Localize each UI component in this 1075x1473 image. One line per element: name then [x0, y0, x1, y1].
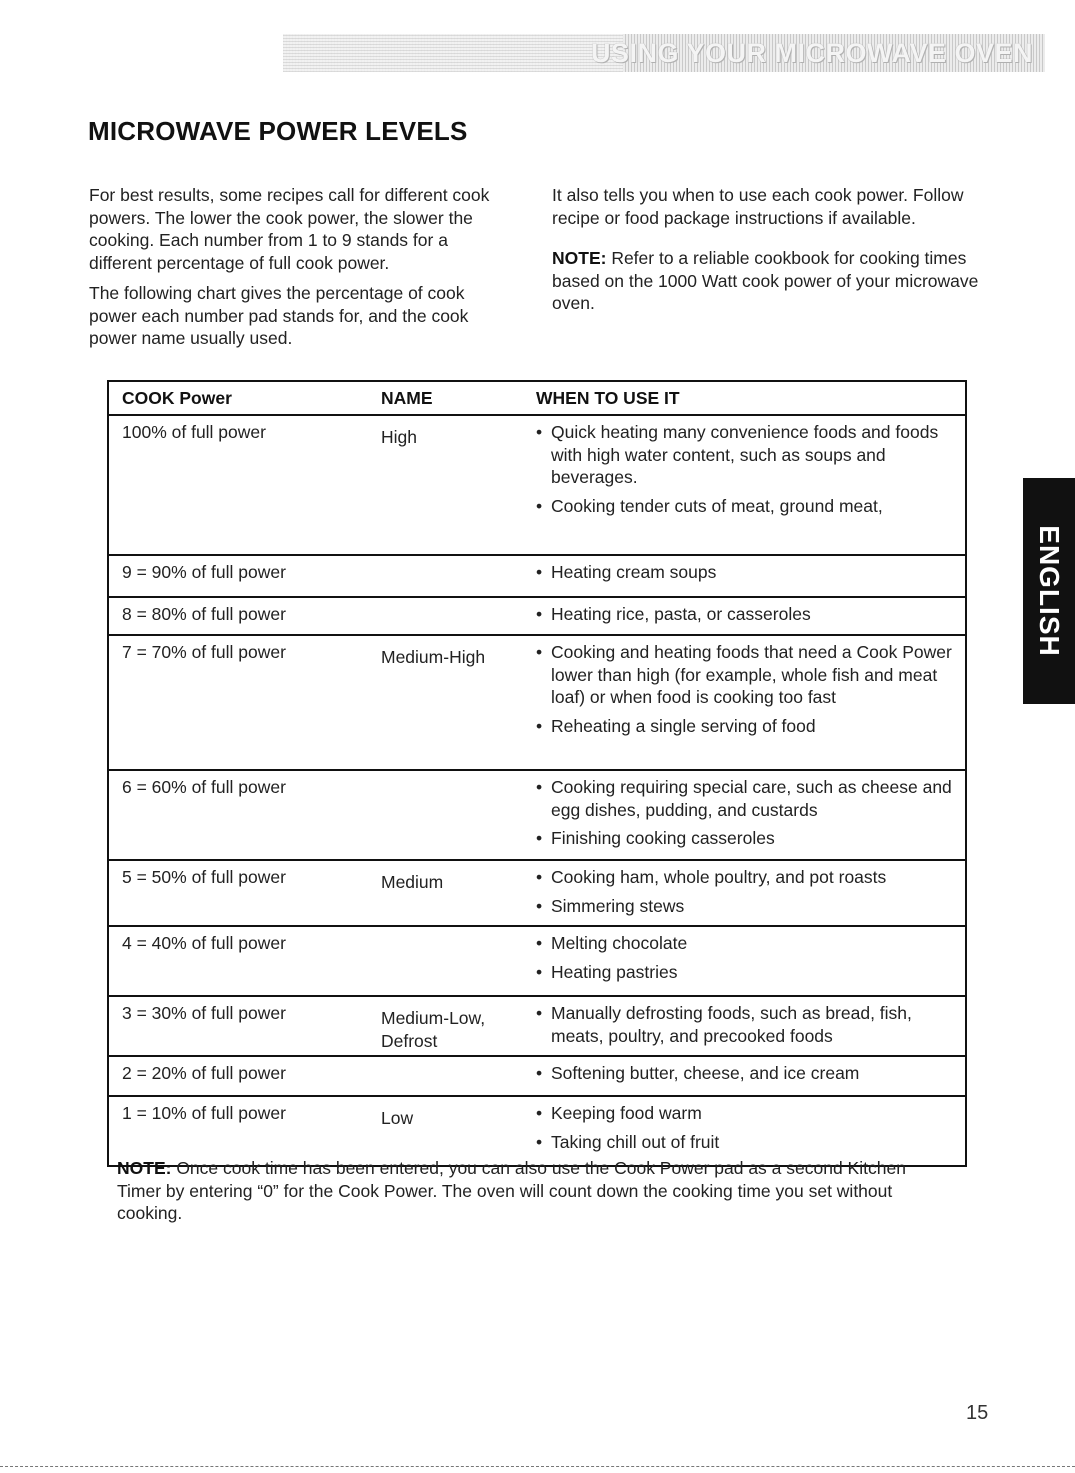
table-row [109, 925, 965, 995]
when-to-use-cell [536, 416, 956, 554]
usage-bullet: • Keeping food warm [536, 1102, 956, 1125]
power-name-cell: Medium-High [381, 647, 486, 667]
note-label: NOTE: [117, 1158, 172, 1178]
table-row [109, 596, 965, 634]
note-label: NOTE: [552, 248, 607, 268]
power-name-cell [381, 927, 536, 995]
language-tab [1023, 478, 1075, 704]
power-name-cell [381, 771, 536, 859]
header-cook-power: COOK Power [122, 388, 232, 408]
usage-bullet: • Heating cream soups [536, 561, 956, 584]
page-number: 15 [966, 1402, 989, 1424]
table-row [109, 995, 965, 1055]
power-name-cell: Low [381, 1108, 414, 1128]
table-row [109, 859, 965, 925]
power-name-cell: Medium [381, 872, 444, 892]
usage-bullet: • Cooking requiring special care, such as cheese and egg dishes, pudding, and custards [536, 776, 956, 821]
usage-bullet: • Cooking tender cuts of meat, ground meat, [536, 495, 956, 518]
usage-bullet: • Reheating a single serving of food [536, 715, 956, 738]
usage-bullet: • Finishing cooking casseroles [536, 827, 956, 850]
section-header-band [283, 34, 1045, 72]
cook-power-cell: 100% of full power [122, 422, 266, 442]
cook-power-cell: 1 = 10% of full power [122, 1103, 286, 1123]
when-to-use-cell [536, 636, 956, 769]
bottom-rule [0, 1466, 1075, 1467]
power-name-cell [381, 556, 536, 596]
usage-bullet: • Simmering stews [536, 895, 956, 918]
when-to-use-cell [536, 1097, 956, 1165]
page-title: MICROWAVE POWER LEVELS [88, 116, 468, 146]
cook-power-cell: 3 = 30% of full power [122, 1003, 286, 1023]
intro-note [552, 247, 1002, 315]
when-to-use-cell [536, 556, 956, 596]
when-to-use-cell [536, 927, 956, 995]
cook-power-cell: 2 = 20% of full power [122, 1063, 286, 1083]
note-text: Once cook time has been entered, you can also use the Cook Power pad as a second Kitchen Timer by entering “0” for the Cook Power. The oven will count down the cooking time you set without cooking. [117, 1158, 906, 1223]
cook-power-cell: 8 = 80% of full power [122, 604, 286, 624]
power-name-cell: Medium-Low, Defrost [381, 1008, 486, 1051]
cook-power-cell: 7 = 70% of full power [122, 642, 286, 662]
table-row [109, 1055, 965, 1095]
cook-power-table [107, 380, 967, 1167]
table-row [109, 634, 965, 769]
intro-paragraph: It also tells you when to use each cook power. Follow recipe or food package instructions if available. [552, 185, 964, 228]
table-body [109, 414, 965, 1165]
header-name: NAME [381, 388, 433, 408]
usage-bullet: • Manually defrosting foods, such as bread, fish, meats, poultry, and precooked foods [536, 1002, 956, 1047]
note-text: Refer to a reliable cookbook for cooking times based on the 1000 Watt cook power of your microwave oven. [552, 248, 979, 313]
table-row [109, 414, 965, 554]
usage-bullet: • Quick heating many convenience foods and foods with high water content, such as soups and beverages. [536, 421, 956, 489]
table-row [109, 1095, 965, 1165]
cook-power-cell: 5 = 50% of full power [122, 867, 286, 887]
power-name-cell: High [381, 427, 417, 447]
footer-note [117, 1157, 947, 1225]
when-to-use-cell [536, 1057, 956, 1095]
table-header-row [109, 382, 965, 414]
intro-paragraph: The following chart gives the percentage of cook power each number pad stands for, and the cook power name usually used. [89, 283, 469, 348]
header-pattern [283, 34, 623, 72]
when-to-use-cell [536, 861, 956, 925]
cook-power-cell: 6 = 60% of full power [122, 777, 286, 797]
when-to-use-cell [536, 771, 956, 859]
intro-left-column [89, 184, 509, 358]
when-to-use-cell [536, 598, 956, 634]
cook-power-cell: 4 = 40% of full power [122, 933, 286, 953]
header-when-to-use: WHEN TO USE IT [536, 388, 680, 408]
power-name-cell [381, 598, 536, 634]
table-row [109, 554, 965, 596]
usage-bullet: • Heating rice, pasta, or casseroles [536, 603, 956, 626]
power-name-cell [381, 1057, 536, 1095]
usage-bullet: • Cooking and heating foods that need a Cook Power lower than high (for example, whole fish and meat loaf) or when food is cooking too fast [536, 641, 956, 709]
usage-bullet: • Softening butter, cheese, and ice cream [536, 1062, 956, 1085]
intro-right-column [552, 184, 1002, 323]
language-label: ENGLISH [1034, 525, 1065, 657]
usage-bullet: • Cooking ham, whole poultry, and pot roasts [536, 866, 956, 889]
usage-bullet: • Melting chocolate [536, 932, 956, 955]
usage-bullet: • Heating pastries [536, 961, 956, 984]
intro-paragraph: For best results, some recipes call for different cook powers. The lower the cook power, the slower the cooking. Each number from 1 to 9 stands for a different percentage of full cook power. [89, 185, 490, 273]
cook-power-cell: 9 = 90% of full power [122, 562, 286, 582]
when-to-use-cell [536, 997, 956, 1055]
table-row [109, 769, 965, 859]
section-title: USING YOUR MICROWAVE OVEN [590, 38, 1033, 68]
usage-bullet: • Taking chill out of fruit [536, 1131, 956, 1154]
